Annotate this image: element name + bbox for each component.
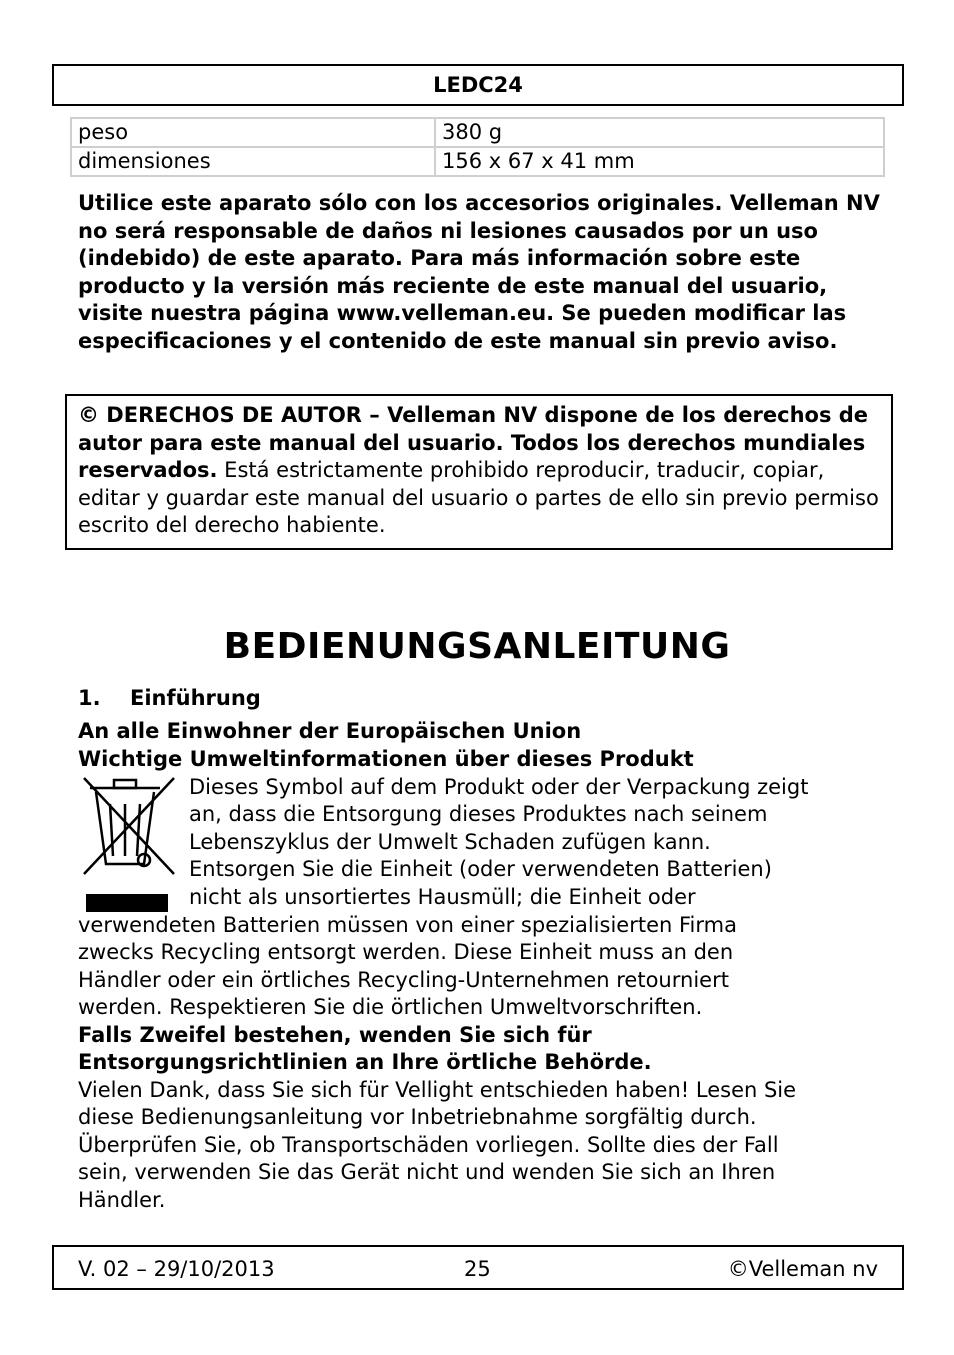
symbol-text-line: an, dass die Entsorgung dieses Produktes nach seinem xyxy=(189,802,768,826)
model-name: LEDC24 xyxy=(433,73,523,97)
symbol-text-line: Entsorgen Sie die Einheit (oder verwendeten Batterien) xyxy=(189,857,772,881)
subheading: Wichtige Umweltinformationen über dieses Produkt xyxy=(78,747,694,771)
notice-paragraph: Utilice este aparato sólo con los accesorios originales. Velleman NV no será responsable de daños ni lesiones causados por un uso (indebido) de este aparato. Para más información sobre este producto y la versión más reciente de este manual del usuario, visite nuestra página www.velleman.eu. Se pueden modificar las especificaciones y el contenido de este manual sin previo aviso. xyxy=(78,191,880,353)
page-title: BEDIENUNGSANLEITUNG xyxy=(223,626,731,667)
symbol-text-line: Dieses Symbol auf dem Produkt oder der Verpackung zeigt xyxy=(189,775,809,799)
body-text-line: Händler. xyxy=(78,1188,166,1212)
body-text-line: werden. Respektieren Sie die örtlichen Umweltvorschriften. xyxy=(78,995,703,1019)
symbol-text-line: nicht als unsortiertes Hausmüll; die Einheit oder xyxy=(189,885,696,909)
section-title: Einführung xyxy=(130,686,261,710)
table-row xyxy=(71,147,884,176)
body-text-line: zwecks Recycling entsorgt werden. Diese Einheit muss an den xyxy=(78,940,734,964)
footer-version: V. 02 – 29/10/2013 xyxy=(78,1257,275,1281)
body-text-line: verwendeten Batterien müssen von einer spezialisierten Firma xyxy=(78,913,737,937)
table-row xyxy=(71,118,884,147)
spec-key: dimensiones xyxy=(71,147,435,176)
page-footer xyxy=(52,1245,904,1290)
body-text-line: Überprüfen Sie, ob Transportschäden vorliegen. Sollte dies der Fall xyxy=(78,1133,779,1157)
copyright-text: Está estrictamente prohibido reproducir, traducir, copiar, editar y guardar este manual del usuario o partes de ello sin previo permiso escrito del derecho habiente. xyxy=(78,458,879,537)
subheading: An alle Einwohner der Europäischen Union xyxy=(78,719,582,743)
warning-line: Falls Zweifel bestehen, wenden Sie sich für xyxy=(78,1023,592,1047)
symbol-text-line: Lebenszyklus der Umwelt Schaden zufügen kann. xyxy=(189,830,711,854)
spec-value: 156 x 67 x 41 mm xyxy=(435,147,884,176)
weee-bin-icon xyxy=(80,776,180,914)
page-number: 25 xyxy=(464,1257,491,1281)
copyright-bold-text: © DERECHOS DE AUTOR – Velleman NV dispone de los derechos de autor para este manual del usuario. Todos los derechos mundiales reservados. xyxy=(78,403,869,482)
spec-table xyxy=(70,117,885,177)
body-text-line: sein, verwenden Sie das Gerät nicht und wenden Sie sich an Ihren xyxy=(78,1160,776,1184)
warning-line: Entsorgungsrichtlinien an Ihre örtliche Behörde. xyxy=(78,1050,652,1074)
section-heading xyxy=(78,686,261,710)
copyright-box xyxy=(65,394,893,550)
section-number: 1. xyxy=(78,686,101,710)
footer-copyright: ©Velleman nv xyxy=(727,1257,878,1281)
body-text-line: Vielen Dank, dass Sie sich für Vellight entschieden haben! Lesen Sie xyxy=(78,1078,797,1102)
page-header xyxy=(52,64,904,106)
body-text-line: Händler oder ein örtliches Recycling-Unternehmen retourniert xyxy=(78,968,729,992)
spec-key: peso xyxy=(71,118,435,147)
body-text-line: diese Bedienungsanleitung vor Inbetriebnahme sorgfältig durch. xyxy=(78,1105,757,1129)
spec-value: 380 g xyxy=(435,118,884,147)
